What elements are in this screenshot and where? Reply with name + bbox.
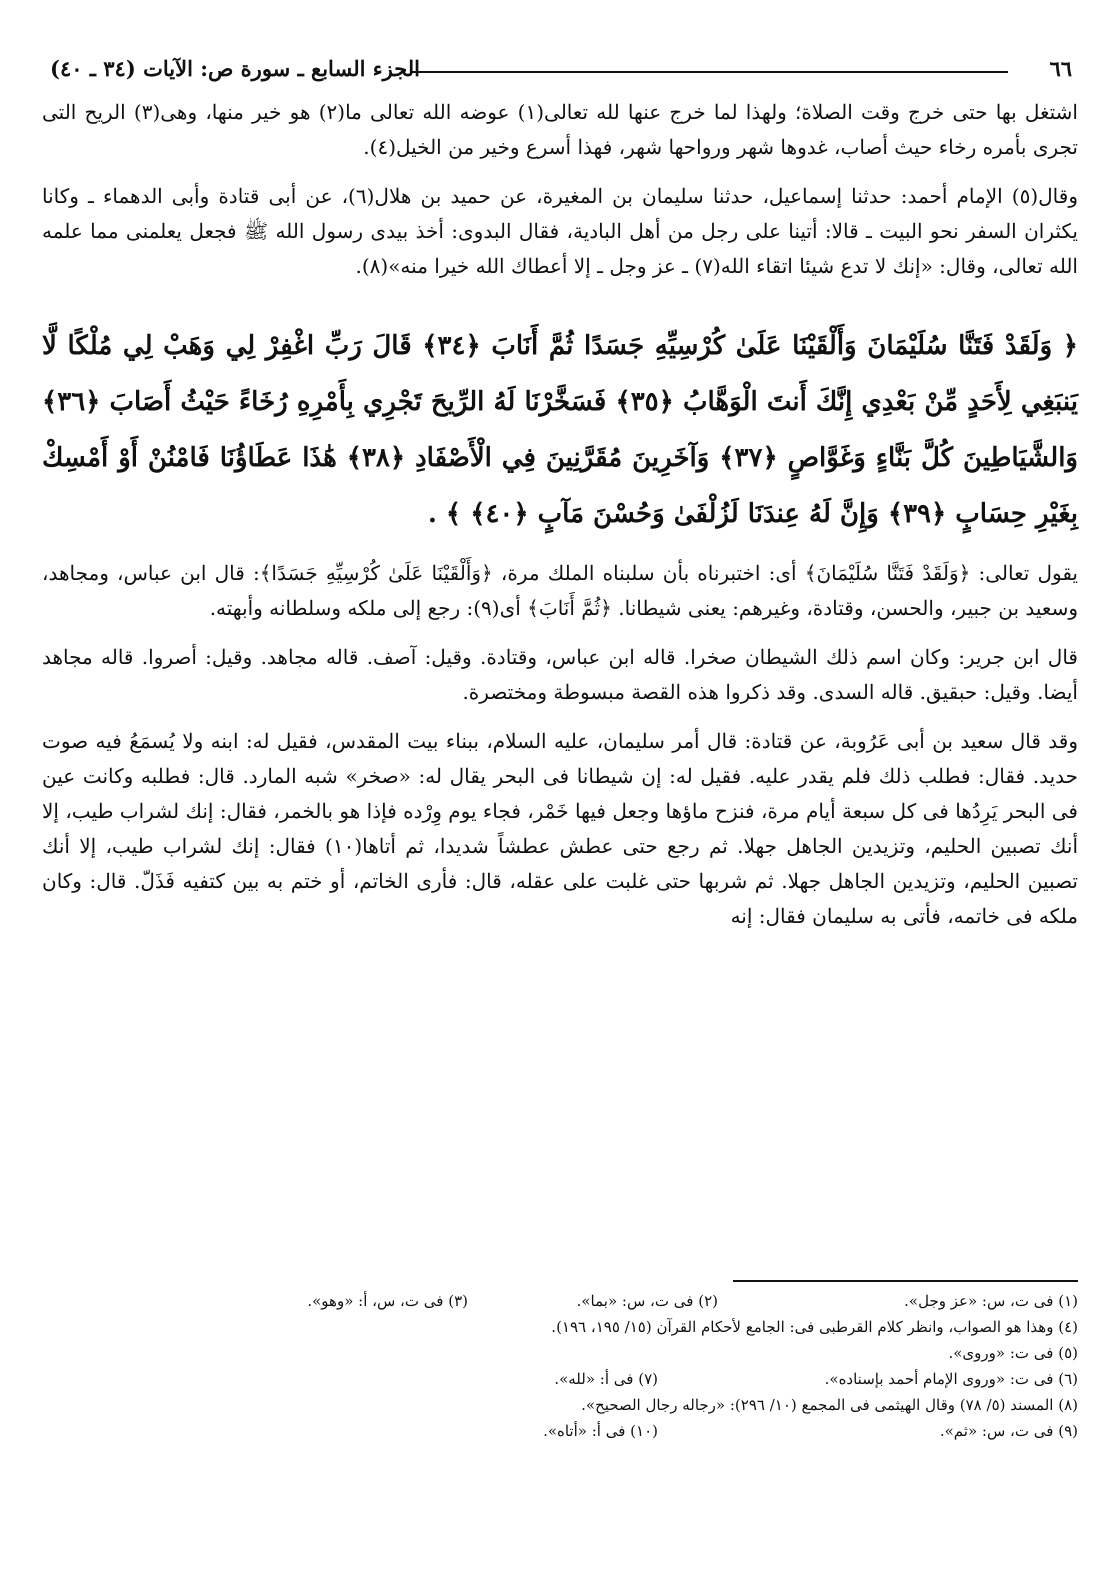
header-rule	[412, 71, 1008, 73]
footnote: (٧) فى أ: «لله».	[554, 1370, 658, 1388]
footnote: (١٠) فى أ: «أتاه».	[543, 1422, 658, 1440]
footnote: (٨) المسند (٥/ ٧٨) وقال الهيثمى فى المجمع (١٠/ ٢٩٦): «رجاله رجال الصحيح».	[581, 1396, 1078, 1414]
running-header	[40, 52, 1080, 88]
quran-verses: ﴿ وَلَقَدْ فَتَنَّا سُلَيْمَانَ وَأَلْقَيْنَا عَلَىٰ كُرْسِيِّهِ جَسَدًا ثُمَّ أَنَابَ ﴿٣٤﴾ قَالَ رَبِّ اغْفِرْ لِي وَهَبْ لِي مُلْكًا لَّا يَنبَغِي لِأَحَدٍ مِّنْ بَعْدِي إِنَّكَ أَنتَ الْوَهَّابُ ﴿٣٥﴾ فَسَخَّرْنَا لَهُ الرِّيحَ تَجْرِي بِأَمْرِهِ رُخَاءً حَيْثُ أَصَابَ ﴿٣٦﴾ وَالشَّيَاطِينَ كُلَّ بَنَّاءٍ وَغَوَّاصٍ ﴿٣٧﴾ وَآخَرِينَ مُقَرَّنِينَ فِي الْأَصْفَادِ ﴿٣٨﴾ هَٰذَا عَطَاؤُنَا فَامْنُنْ أَوْ أَمْسِكْ بِغَيْرِ حِسَابٍ ﴿٣٩﴾ وَإِنَّ لَهُ عِندَنَا لَزُلْفَىٰ وَحُسْنَ مَآبٍ ﴿٤٠﴾ ﴾ .	[42, 331, 1078, 529]
footnote-line	[100, 1344, 1078, 1370]
footnote: (٢) فى ت، س: «بما».	[576, 1292, 718, 1310]
footnote-line	[100, 1396, 1078, 1422]
footnote-line	[100, 1422, 1078, 1448]
footnote: (٩) فى ت، س: «ثم».	[939, 1422, 1078, 1440]
running-title: الجزء السابع ـ سورة ص: الآيات (٣٤ ـ ٤٠)	[50, 56, 420, 81]
footnote: (٥) فى ت: «وروى».	[948, 1344, 1078, 1362]
main-text	[42, 95, 1078, 934]
footnote: (٤) وهذا هو الصواب، وانظر كلام القرطبى فى: الجامع لأحكام القرآن (١٥/ ١٩٥، ١٩٦).	[551, 1318, 1078, 1336]
footnote: (٦) فى ت: «وروى الإمام أحمد بإسناده».	[824, 1370, 1078, 1388]
footnote-line	[100, 1292, 1078, 1318]
page-number: ٦٦	[1049, 56, 1072, 81]
paragraph: وقال(٥) الإمام أحمد: حدثنا إسماعيل، حدثنا سليمان بن المغيرة، عن حميد بن هلال(٦)، عن أبى قتادة وأبى الدهماء ـ وكانا يكثران السفر نحو البيت ـ قالا: أتينا على رجل من أهل البادية، فقال البدوى: أخذ بيدى رسول الله ﷺ فجعل يعلمنى مما علمه الله تعالى، وقال: «إنك لا تدع شيئا اتقاء الله(٧) ـ عز وجل ـ إلا أعطاك الله خيرا منه»(٨).	[42, 184, 1078, 278]
paragraph: يقول تعالى: ﴿وَلَقَدْ فَتَنَّا سُلَيْمَانَ﴾ أى: اختبرناه بأن سلبناه الملك مرة، ﴿وَأَلْقَيْنَا عَلَىٰ كُرْسِيِّهِ جَسَدًا﴾: قال ابن عباس، ومجاهد، وسعيد بن جبير، والحسن، وقتادة، وغيرهم: يعنى شيطانا. ﴿ثُمَّ أَنَابَ﴾ أى(٩): رجع إلى ملكه وسلطانه وأبهته.	[42, 561, 1079, 620]
footnote: (١) فى ت، س: «عز وجل».	[904, 1292, 1078, 1310]
paragraph: وقد قال سعيد بن أبى عَرُوبة، عن قتادة: قال أمر سليمان، عليه السلام، ببناء بيت المقدس، فقيل له: ابنه ولا يُسمَعُ فيه صوت حديد. فقال: فطلب ذلك فلم يقدر عليه. فقيل له: إن شيطانا فى البحر يقال له: «صخر» شبه المارد. قال: فطلبه وكانت عين فى البحر يَرِدُها فى كل سبعة أيام مرة، فنزح ماؤها وجعل فيها خَمْر، فجاء يوم وِرْده فإذا هو بالخمر، فقال: إنك لشراب طيب، إلا أنك تصبين الحليم، وتزيدين الجاهل جهلا. ثم رجع حتى عطش عطشاً شديدا، ثم أتاها(١٠) فقال: إنك لشراب طيب، إلا أنك تصبين الحليم، وتزيدين الجاهل جهلا. ثم شربها حتى غلبت على عقله، قال: فأرى الخاتم، أو ختم به بين كتفيه فَذَلّ. قال: وكان ملكه فى خاتمه، فأتى به سليمان فقال: إنه	[42, 729, 1078, 928]
paragraph: اشتغل بها حتى خرج وقت الصلاة؛ ولهذا لما خرج عنها لله تعالى(١) عوضه الله تعالى ما(٢) هو خير منها، وهى(٣) الريح التى تجرى بأمره رخاء حيث أصاب، غدوها شهر ورواحها شهر، فهذا أسرع وخير من الخيل(٤).	[42, 100, 1078, 159]
footnotes	[100, 1292, 1078, 1448]
footnote-line	[100, 1370, 1078, 1396]
footnote-rule	[733, 1280, 1078, 1282]
paragraph: قال ابن جرير: وكان اسم ذلك الشيطان صخرا. قاله ابن عباس، وقتادة. وقيل: آصف. قاله مجاهد. وقيل: أصروا. قاله مجاهد أيضا. وقيل: حبقيق. قاله السدى. وقد ذكروا هذه القصة مبسوطة ومختصرة.	[42, 645, 1078, 704]
footnote-line	[100, 1318, 1078, 1344]
footnote: (٣) فى ت، س، أ: «وهو».	[307, 1292, 468, 1310]
